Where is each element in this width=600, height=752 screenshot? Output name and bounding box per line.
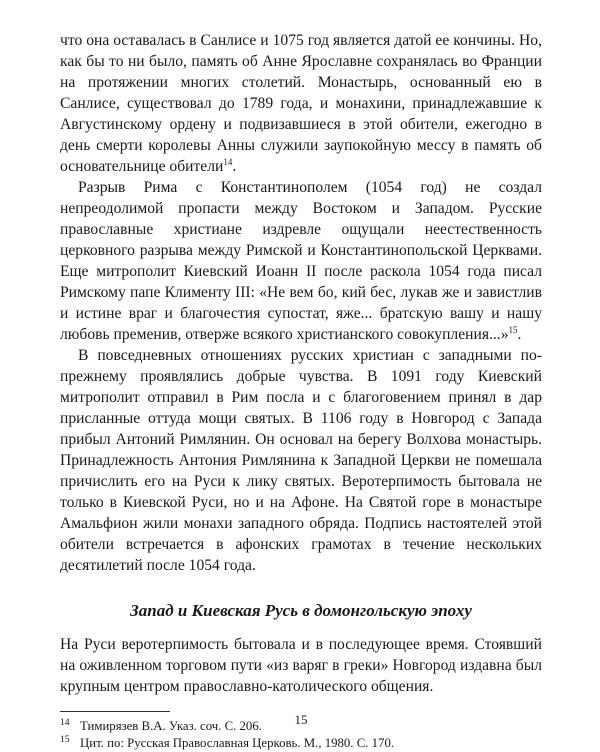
book-page: [60, 30, 542, 750]
footnote-14: 14 Тимирязев В.А. Указ. соч. С. 206.: [60, 717, 262, 733]
paragraph-3-text: В повседневных отношениях русских христиан с западными по-прежнему проявлялись добрые чувства. В 1091 году Киевский митрополит отправил в Рим посла и с благоговением принял в дар присланные оттуда мощи святых. В 1106 году в Новгород с Запада прибыл Антоний Римлянин. Он основал на берегу Волхова монастырь. Принадлежность Антония Римлянина к Западной Церкви не помешала причислить его на Руси к лику святых. Веротерпимость бытовала не только в Киевской Руси, но и на Афоне. На Святой горе в монастыре Амальфион жили монахи западного обряда. Подпись настоятелей этой обители встречается в афонских грамотах в течение нескольких десятилетий после 1054 года.: [60, 347, 542, 574]
paragraph-2: [60, 177, 542, 345]
paragraph-1-text: что она оставалась в Санлисе и 1075 год является датой ее кончины. Но, как бы то ни было, память об Анне Ярославне сохранялась во Франции на протяжении многих столетий. Монастырь, основанный ею в Санлисе, существовал до 1789 года, и монахини, принадлежавшие к Августинскому ордену и подвизавшиеся в этой обители, ежегодно в день смерти королевы Анны служили заупокойную мессу в память об основательнице обители: [60, 32, 542, 175]
paragraph-3: [60, 345, 542, 576]
paragraph-2-text: Разрыв Рима с Константинополем (1054 год) не создал непреодолимой пропасти между Востоком и Западом. Русские православные христиане издревле ощущали неестественность церковного разрыва между Римской и Константинопольской Церквами. Еще митрополит Киевский Иоанн II после раскола 1054 года писал Римскому папе Клименту III: «Не вем бо, кий бес, лукав же и завистлив и истине враг и благочестия супостат, яже... братскую вашу и нашу любовь пременив, отверже всякого христианского совокупления...»: [60, 179, 542, 343]
page-number: 15: [294, 712, 308, 727]
section-heading: Запад и Киевская Русь в домонгольскую эпоху: [130, 601, 472, 620]
paragraph-4: [60, 634, 542, 697]
paragraph-2-end: .: [517, 326, 522, 343]
footnote-ref-15[interactable]: 15: [508, 324, 518, 335]
footnote-text: Цит. по: Русская Православная Церковь. М., 1980. С. 170.: [80, 736, 395, 750]
paragraph-1: [60, 30, 542, 177]
footnote-15: 15 Цит. по: Русская Православная Церковь. М., 1980. С. 170.: [60, 734, 395, 750]
paragraph-4-text: На Руси веротерпимость бытовала и в последующее время. Стоявший на оживленном торговом пути «из варяг в греки» Новгород издавна был крупным центром православно-католического общения.: [60, 636, 542, 695]
footnote-ref-14[interactable]: 14: [223, 156, 233, 167]
footnote-text: Тимирязев В.А. Указ. соч. С. 206.: [80, 719, 262, 733]
paragraph-1-end: .: [232, 158, 237, 175]
